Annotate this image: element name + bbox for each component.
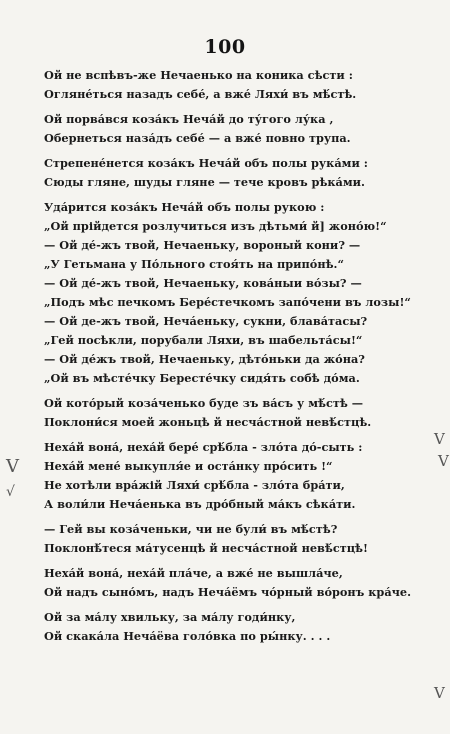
poem-line: „Ой прійдется розлучиться изъ дѣтьми́ й] жоно́ю!“ [44, 219, 387, 233]
poem-line: — Ой де-жъ твой, Неча́еньку, сукни, блава́тасы? [44, 314, 368, 328]
poem-line: Обернеться наза́дъ себе́ — а вже́ повно трупа. [44, 131, 351, 145]
poem-line: — Гей вы коза́ченьки, чи не були́ въ мѣ́стѣ? [44, 522, 338, 536]
poem-text [44, 66, 426, 652]
margin-check-mark: V [6, 456, 19, 477]
poem-line: Ой за ма́лу хвильку, за ма́лу годи́нку, [44, 610, 296, 624]
poem-line: — Ой де́-жъ твой, Нечаеньку, кова́ныи во́зы? — [44, 276, 362, 290]
poem-line: — Ой де́жъ твой, Нечаеньку, дѣто́ньки да жо́на? [44, 352, 365, 366]
poem-line: „У Гетьмана у По́льного стоя́ть на припо́нѣ.“ [44, 257, 344, 271]
margin-check-mark: V [434, 430, 445, 448]
stanza-9 [44, 608, 426, 646]
poem-line: „Подъ мѣс печкомъ Бере́стечкомъ запо́чени въ лозы!“ [44, 295, 411, 309]
poem-line: Неха́й вона́, неха́й бере́ срѣ́бла - зло́та до́-сыть : [44, 440, 363, 454]
margin-check-mark: V [434, 684, 445, 702]
poem-line: Ой не вспѣвъ-же Нечаенько на коника сѣсти : [44, 68, 353, 82]
poem-line: Уда́рится коза́къ Неча́й объ полы рукою : [44, 200, 325, 214]
poem-line: Ой скака́ла Неча́ёва голо́вка по ры́нку. . . . [44, 629, 331, 643]
stanza-6 [44, 438, 426, 514]
stanza-7 [44, 520, 426, 558]
stanza-4 [44, 198, 426, 388]
poem-line: — Ой де́-жъ твой, Нечаеньку, вороный кони? — [44, 238, 361, 252]
poem-line: Ой порва́вся коза́къ Неча́й до ту́гого лу́ка , [44, 112, 334, 126]
stanza-3 [44, 154, 426, 192]
poem-line: Сюды гляне, шуды гляне — тече кровъ рѣка́ми. [44, 175, 365, 189]
stanza-2 [44, 110, 426, 148]
stanza-5 [44, 394, 426, 432]
poem-line: Ой надъ сыно́мъ, надъ Неча́ёмъ чо́рный во́ронъ кра́че. [44, 585, 412, 599]
poem-line: Не хотѣли вра́жій Ляхи́ срѣ́бла - зло́та бра́ти, [44, 478, 345, 492]
poem-line: Огляне́ться назадъ себе́, а вже́ Ляхи́ въ мѣ́стѣ. [44, 87, 357, 101]
poem-line: Ой кото́рый коза́ченько буде зъ ва́съ у мѣ́стѣ — [44, 396, 363, 410]
poem-line: „Ой въ мѣсте́чку Бересте́чку сидя́ть собѣ до́ма. [44, 371, 360, 385]
poem-line: Стрепене́нется коза́къ Неча́й объ полы рука́ми : [44, 156, 368, 170]
poem-line: Поклонѣ́теся ма́тусенцѣ й несча́стной невѣ́стцѣ! [44, 541, 368, 555]
page-number: 100 [204, 36, 246, 58]
stanza-8 [44, 564, 426, 602]
poem-line: Поклони́ся моей жоньцѣ й несча́стной невѣ́стцѣ. [44, 415, 372, 429]
poem-line: А воли́ли Неча́енька въ дро́бный ма́къ сѣка́ти. [44, 497, 356, 511]
poem-line: Неха́й вона́, неха́й пла́че, а вже́ не вышла́че, [44, 566, 343, 580]
margin-check-mark: √ [6, 484, 15, 500]
poem-line: „Гей посѣкли, порубали Ляхи, въ шабельта́сы!“ [44, 333, 363, 347]
poem-line: Неха́й мене́ выкупля́е и оста́нку про́сить !“ [44, 459, 333, 473]
stanza-1 [44, 66, 426, 104]
margin-check-mark: V [438, 452, 449, 470]
